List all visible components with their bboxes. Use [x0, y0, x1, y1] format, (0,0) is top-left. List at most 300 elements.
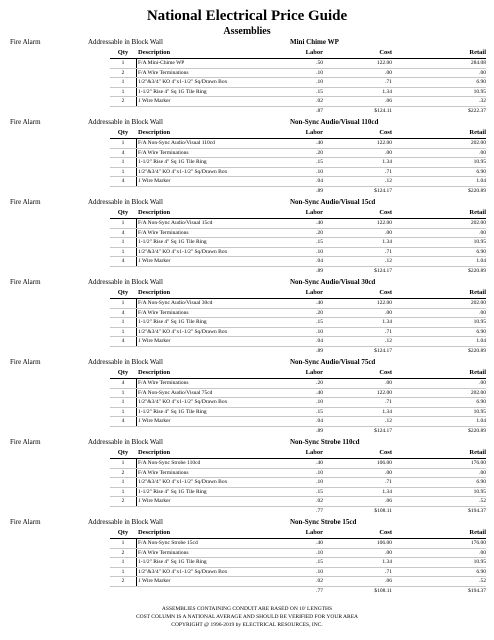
- section-assembly-name: Non-Sync Audio/Visual 15cd: [290, 198, 376, 206]
- cell-retail: 202.00: [470, 389, 486, 396]
- cell-labor: .20: [316, 309, 323, 316]
- header-retail: Retail: [469, 529, 486, 536]
- total-labor: .89: [316, 427, 323, 434]
- header-labor: Labor: [305, 529, 323, 536]
- header-cost: Cost: [379, 369, 392, 376]
- cell-retail: 10.95: [473, 159, 486, 166]
- cell-retail: 10.95: [473, 239, 486, 246]
- cell-cost: 122.00: [376, 300, 392, 306]
- total-retail: $194.37: [468, 587, 486, 594]
- cell-retail: .00: [479, 149, 486, 156]
- section-location: Addressable in Block Wall: [88, 278, 163, 286]
- assembly-table: [110, 448, 486, 516]
- table-total-row: [110, 347, 486, 356]
- cell-retail: 1.04: [476, 258, 486, 265]
- cell-qty: 1: [121, 460, 125, 466]
- total-cost: $108.11: [374, 587, 392, 594]
- header-cost: Cost: [379, 209, 392, 216]
- cell-labor: .20: [316, 229, 323, 236]
- assembly-section: [0, 37, 494, 116]
- section-location: Addressable in Block Wall: [88, 438, 163, 446]
- cell-qty: 1: [121, 559, 125, 566]
- table-row: [110, 149, 486, 159]
- cell-qty: 4: [121, 229, 125, 236]
- table-total-row: [110, 507, 486, 516]
- cell-desc: 1-1/2" Rise 4" Sq 1G Tile Ring: [138, 239, 207, 246]
- header-description: Description: [138, 49, 171, 56]
- cell-cost: .12: [385, 178, 392, 185]
- cell-qty: 1: [121, 88, 125, 95]
- cell-desc: 1 Wire Marker: [138, 418, 171, 425]
- total-cost: $124.17: [374, 187, 392, 194]
- cell-cost: 1.34: [382, 319, 392, 326]
- table-row: [110, 158, 486, 168]
- section-category: Fire Alarm: [10, 198, 41, 206]
- cell-desc: 1/2"&3/4" KO 4"x1-1/2" Sq/Drawn Box: [138, 479, 228, 486]
- table-row: [110, 318, 486, 328]
- cell-cost: .71: [385, 479, 392, 486]
- cell-cost: .06: [385, 578, 392, 585]
- cell-desc: 1-1/2" Rise 4" Sq 1G Tile Ring: [138, 88, 207, 95]
- header-qty: Qty: [117, 129, 129, 136]
- section-heading: [0, 117, 494, 128]
- cell-cost: .71: [385, 248, 392, 255]
- cell-retail: 176.00: [470, 460, 486, 466]
- cell-labor: .10: [316, 248, 323, 255]
- total-cost: $124.17: [374, 427, 392, 434]
- cell-qty: 4: [121, 149, 125, 156]
- assembly-section: [0, 437, 494, 516]
- table-row: [110, 469, 486, 479]
- table-total-row: [110, 107, 486, 116]
- section-assembly-name: Non-Sync Strobe 15cd: [290, 518, 357, 526]
- header-description: Description: [138, 129, 171, 136]
- cell-qty: 1: [121, 159, 125, 166]
- cell-labor: .15: [316, 488, 323, 495]
- total-labor: .89: [316, 267, 323, 274]
- cell-qty: 4: [121, 258, 125, 265]
- table-row: [110, 389, 486, 399]
- table-row: [110, 417, 486, 427]
- table-total-row: [110, 587, 486, 596]
- cell-labor: .15: [316, 88, 323, 95]
- cell-cost: .71: [385, 79, 392, 86]
- cell-qty: 1: [121, 220, 125, 226]
- header-description: Description: [138, 449, 171, 456]
- cell-retail: .00: [479, 309, 486, 316]
- cell-cost: .71: [385, 568, 392, 575]
- cell-retail: .32: [479, 98, 486, 105]
- cell-retail: 1.04: [476, 338, 486, 345]
- table-row: [110, 59, 486, 69]
- cell-labor: .40: [316, 389, 323, 396]
- cell-qty: 1: [121, 300, 125, 306]
- cell-qty: 1: [121, 60, 125, 66]
- cell-desc: 1 Wire Marker: [138, 338, 171, 345]
- section-heading: [0, 357, 494, 368]
- cell-desc: F/A Non-Sync Audio/Visual 15cd: [138, 220, 213, 226]
- cell-cost: .00: [385, 69, 392, 76]
- cell-labor: .04: [316, 178, 323, 185]
- cell-retail: 6.90: [476, 479, 486, 486]
- assembly-table: [110, 208, 486, 276]
- cell-retail: 202.00: [470, 300, 486, 306]
- table-row: [110, 459, 486, 469]
- cell-cost: 122.00: [376, 389, 392, 396]
- cell-desc: F/A Wire Terminations: [138, 549, 189, 556]
- header-retail: Retail: [469, 129, 486, 136]
- cell-desc: 1 Wire Marker: [138, 98, 171, 105]
- section-location: Addressable in Block Wall: [88, 518, 163, 526]
- cell-qty: 1: [121, 319, 125, 326]
- section-heading: [0, 517, 494, 528]
- page-title: National Electrical Price Guide: [146, 8, 348, 24]
- section-location: Addressable in Block Wall: [88, 358, 163, 366]
- header-cost: Cost: [379, 449, 392, 456]
- cell-labor: .20: [316, 149, 323, 156]
- header-qty: Qty: [117, 289, 129, 296]
- cell-qty: 1: [121, 140, 125, 146]
- cell-retail: 284.08: [470, 60, 486, 66]
- table-total-row: [110, 267, 486, 276]
- cell-qty: 1: [121, 540, 125, 546]
- cell-labor: .02: [316, 498, 323, 505]
- cell-desc: 1/2"&3/4" KO 4"x1-1/2" Sq/Drawn Box: [138, 568, 228, 575]
- cell-cost: .12: [385, 338, 392, 345]
- table-row: [110, 299, 486, 309]
- table-row: [110, 398, 486, 408]
- cell-cost: .12: [385, 418, 392, 425]
- cell-qty: 2: [121, 98, 125, 105]
- section-category: Fire Alarm: [10, 518, 41, 526]
- section-heading: [0, 197, 494, 208]
- table-row: [110, 248, 486, 258]
- cell-labor: .10: [316, 549, 323, 556]
- cell-retail: 10.95: [473, 319, 486, 326]
- cell-cost: .71: [385, 168, 392, 175]
- total-cost: $124.17: [374, 267, 392, 274]
- table-row: [110, 379, 486, 389]
- cell-retail: 202.00: [470, 220, 486, 226]
- table-row: [110, 549, 486, 559]
- cell-cost: .00: [385, 309, 392, 316]
- assembly-table: [110, 288, 486, 356]
- cell-cost: .00: [385, 469, 392, 476]
- cell-qty: 1: [121, 389, 125, 396]
- cell-retail: 176.00: [470, 540, 486, 546]
- header-cost: Cost: [379, 529, 392, 536]
- assembly-section: [0, 357, 494, 436]
- header-labor: Labor: [305, 129, 323, 136]
- cell-labor: .15: [316, 408, 323, 415]
- cell-cost: 1.34: [382, 88, 392, 95]
- cell-labor: .04: [316, 418, 323, 425]
- assembly-table: [110, 128, 486, 196]
- cell-desc: 1 Wire Marker: [138, 258, 171, 265]
- assembly-table: [110, 368, 486, 436]
- header-retail: Retail: [469, 49, 486, 56]
- assembly-table: [110, 528, 486, 596]
- cell-cost: 1.34: [382, 488, 392, 495]
- table-row: [110, 97, 486, 107]
- cell-retail: .00: [479, 469, 486, 476]
- cell-qty: 4: [121, 178, 125, 185]
- cell-desc: F/A Non-Sync Strobe 110cd: [138, 460, 201, 466]
- cell-retail: 6.90: [476, 168, 486, 175]
- cell-retail: 6.90: [476, 399, 486, 406]
- cell-labor: .15: [316, 319, 323, 326]
- cell-retail: 10.95: [473, 559, 486, 566]
- cell-labor: .02: [316, 98, 323, 105]
- table-row: [110, 568, 486, 578]
- table-row: [110, 328, 486, 338]
- cell-qty: 1: [121, 399, 125, 406]
- table-row: [110, 69, 486, 79]
- cell-qty: 1: [121, 328, 125, 335]
- header-description: Description: [138, 529, 171, 536]
- cell-retail: 1.04: [476, 418, 486, 425]
- header-qty: Qty: [117, 529, 129, 536]
- header-description: Description: [138, 369, 171, 376]
- table-row: [110, 497, 486, 507]
- cell-desc: F/A Non-Sync Audio/Visual 110cd: [138, 140, 215, 146]
- table-header: [110, 48, 486, 59]
- footer-line-3: COPYRIGHT @ 1996-2019 by ELECTRICAL RESOURCES, INC.: [171, 622, 323, 628]
- cell-cost: .71: [385, 328, 392, 335]
- header-description: Description: [138, 289, 171, 296]
- cell-qty: 4: [121, 338, 125, 345]
- cell-labor: .20: [316, 380, 323, 386]
- cell-qty: 2: [121, 498, 125, 505]
- cell-cost: 1.34: [382, 239, 392, 246]
- table-row: [110, 337, 486, 347]
- cell-desc: 1-1/2" Rise 4" Sq 1G Tile Ring: [138, 408, 207, 415]
- cell-qty: 1: [121, 239, 125, 246]
- cell-labor: .10: [316, 79, 323, 86]
- total-labor: .89: [316, 347, 323, 354]
- cell-retail: 10.95: [473, 488, 486, 495]
- cell-desc: 1-1/2" Rise 4" Sq 1G Tile Ring: [138, 159, 207, 166]
- cell-qty: 1: [121, 168, 125, 175]
- cell-labor: .15: [316, 239, 323, 246]
- total-labor: .77: [316, 507, 323, 514]
- cell-qty: 1: [121, 488, 125, 495]
- total-cost: $124.17: [374, 347, 392, 354]
- cell-cost: .00: [385, 549, 392, 556]
- total-retail: $222.37: [468, 107, 486, 114]
- cell-desc: F/A Wire Terminations: [138, 69, 189, 76]
- cell-desc: F/A Non-Sync Strobe 15cd: [138, 540, 198, 546]
- cell-desc: F/A Wire Terminations: [138, 380, 189, 386]
- section-category: Fire Alarm: [10, 118, 41, 126]
- table-row: [110, 488, 486, 498]
- table-row: [110, 408, 486, 418]
- header-qty: Qty: [117, 449, 129, 456]
- table-header: [110, 528, 486, 539]
- table-row: [110, 478, 486, 488]
- cell-cost: .06: [385, 98, 392, 105]
- cell-retail: 6.90: [476, 568, 486, 575]
- cell-desc: F/A Non-Sync Audio/Visual 75cd: [138, 389, 213, 396]
- total-retail: $220.89: [468, 187, 486, 194]
- section-category: Fire Alarm: [10, 278, 41, 286]
- header-retail: Retail: [469, 449, 486, 456]
- assembly-section: [0, 197, 494, 276]
- cell-cost: .00: [385, 380, 392, 386]
- header-qty: Qty: [117, 209, 129, 216]
- total-retail: $194.37: [468, 507, 486, 514]
- assembly-section: [0, 517, 494, 596]
- header-qty: Qty: [117, 369, 129, 376]
- cell-qty: 2: [121, 578, 125, 585]
- section-category: Fire Alarm: [10, 38, 41, 46]
- cell-labor: .02: [316, 578, 323, 585]
- cell-labor: .50: [316, 60, 323, 66]
- table-header: [110, 128, 486, 139]
- cell-labor: .10: [316, 168, 323, 175]
- section-category: Fire Alarm: [10, 358, 41, 366]
- cell-qty: 4: [121, 418, 125, 425]
- section-assembly-name: Non-Sync Audio/Visual 75cd: [290, 358, 376, 366]
- footer-line-2: COST COLUMN IS A NATIONAL AVERAGE AND SHOULD BE VERIFIED FOR YOUR AREA: [135, 614, 359, 620]
- header-retail: Retail: [469, 209, 486, 216]
- cell-labor: .40: [316, 540, 323, 546]
- footer-line-1: ASSEMBLIES CONTAINING CONDUIT ARE BASED ON 10' LENGTHS: [161, 606, 333, 612]
- header-retail: Retail: [469, 289, 486, 296]
- section-category: Fire Alarm: [10, 438, 41, 446]
- cell-desc: 1 Wire Marker: [138, 578, 171, 585]
- cell-qty: 1: [121, 479, 125, 486]
- cell-desc: 1/2"&3/4" KO 4"x1-1/2" Sq/Drawn Box: [138, 248, 228, 255]
- table-row: [110, 168, 486, 178]
- table-row: [110, 257, 486, 267]
- table-row: [110, 577, 486, 587]
- section-heading: [0, 277, 494, 288]
- cell-desc: 1 Wire Marker: [138, 498, 171, 505]
- cell-retail: .00: [479, 69, 486, 76]
- table-row: [110, 177, 486, 187]
- cell-desc: F/A Wire Terminations: [138, 149, 189, 156]
- table-row: [110, 219, 486, 229]
- cell-labor: .10: [316, 69, 323, 76]
- cell-desc: 1 Wire Marker: [138, 178, 171, 185]
- total-cost: $108.11: [374, 507, 392, 514]
- cell-qty: 1: [121, 248, 125, 255]
- section-assembly-name: Non-Sync Audio/Visual 110cd: [290, 118, 379, 126]
- cell-labor: .10: [316, 568, 323, 575]
- cell-desc: F/A Mini-Chime WP: [138, 60, 185, 66]
- cell-labor: .10: [316, 328, 323, 335]
- cell-qty: 4: [121, 380, 125, 386]
- cell-desc: 1-1/2" Rise 4" Sq 1G Tile Ring: [138, 319, 207, 326]
- table-row: [110, 238, 486, 248]
- cell-qty: 2: [121, 549, 125, 556]
- total-labor: .77: [316, 587, 323, 594]
- cell-desc: F/A Wire Terminations: [138, 229, 189, 236]
- cell-labor: .15: [316, 159, 323, 166]
- cell-retail: 10.95: [473, 408, 486, 415]
- cell-labor: .10: [316, 479, 323, 486]
- cell-desc: F/A Non-Sync Audio/Visual 30cd: [138, 300, 213, 306]
- table-header: [110, 288, 486, 299]
- cell-desc: 1/2"&3/4" KO 4"x1-1/2" Sq/Drawn Box: [138, 168, 228, 175]
- cell-labor: .40: [316, 460, 323, 466]
- cell-qty: 1: [121, 408, 125, 415]
- page-subtitle: Assemblies: [223, 26, 271, 37]
- assembly-section: [0, 117, 494, 196]
- cell-retail: .52: [479, 498, 486, 505]
- total-retail: $220.89: [468, 427, 486, 434]
- cell-cost: 122.00: [376, 140, 392, 146]
- header-retail: Retail: [469, 369, 486, 376]
- cell-retail: .00: [479, 380, 486, 386]
- table-row: [110, 78, 486, 88]
- cell-retail: 6.90: [476, 328, 486, 335]
- cell-labor: .15: [316, 559, 323, 566]
- cell-labor: .40: [316, 220, 323, 226]
- cell-qty: 2: [121, 69, 125, 76]
- section-location: Addressable in Block Wall: [88, 198, 163, 206]
- cell-retail: 202.00: [470, 140, 486, 146]
- cell-labor: .40: [316, 140, 323, 146]
- table-total-row: [110, 427, 486, 436]
- cell-desc: 1/2"&3/4" KO 4"x1-1/2" Sq/Drawn Box: [138, 328, 228, 335]
- assembly-section: [0, 277, 494, 356]
- total-retail: $220.89: [468, 267, 486, 274]
- section-assembly-name: Mini Chime WP: [290, 38, 339, 46]
- cell-labor: .04: [316, 338, 323, 345]
- cell-cost: .00: [385, 149, 392, 156]
- header-cost: Cost: [379, 129, 392, 136]
- cell-retail: 10.95: [473, 88, 486, 95]
- cell-retail: 6.90: [476, 248, 486, 255]
- header-labor: Labor: [305, 289, 323, 296]
- table-row: [110, 139, 486, 149]
- table-header: [110, 448, 486, 459]
- table-header: [110, 208, 486, 219]
- table-row: [110, 88, 486, 98]
- total-cost: $124.11: [374, 107, 392, 114]
- cell-qty: 2: [121, 469, 125, 476]
- header-description: Description: [138, 209, 171, 216]
- cell-cost: 122.00: [376, 60, 392, 66]
- cell-retail: .00: [479, 549, 486, 556]
- header-labor: Labor: [305, 369, 323, 376]
- cell-labor: .40: [316, 300, 323, 306]
- section-location: Addressable in Block Wall: [88, 38, 163, 46]
- total-retail: $220.89: [468, 347, 486, 354]
- section-assembly-name: Non-Sync Strobe 110cd: [290, 438, 360, 446]
- cell-cost: .12: [385, 258, 392, 265]
- cell-cost: 106.00: [376, 540, 392, 546]
- cell-cost: .06: [385, 498, 392, 505]
- total-labor: .87: [316, 107, 323, 114]
- cell-labor: .10: [316, 469, 323, 476]
- cell-retail: 6.90: [476, 79, 486, 86]
- cell-desc: F/A Wire Terminations: [138, 469, 189, 476]
- cell-desc: 1/2"&3/4" KO 4"x1-1/2" Sq/Drawn Box: [138, 399, 228, 406]
- cell-labor: .10: [316, 399, 323, 406]
- cell-desc: 1-1/2" Rise 4" Sq 1G Tile Ring: [138, 559, 207, 566]
- cell-desc: 1/2"&3/4" KO 4"x1-1/2" Sq/Drawn Box: [138, 79, 228, 86]
- cell-qty: 4: [121, 309, 125, 316]
- cell-desc: 1-1/2" Rise 4" Sq 1G Tile Ring: [138, 488, 207, 495]
- cell-cost: .00: [385, 229, 392, 236]
- cell-desc: F/A Wire Terminations: [138, 309, 189, 316]
- table-row: [110, 539, 486, 549]
- section-assembly-name: Non-Sync Audio/Visual 30cd: [290, 278, 376, 286]
- header-qty: Qty: [117, 49, 129, 56]
